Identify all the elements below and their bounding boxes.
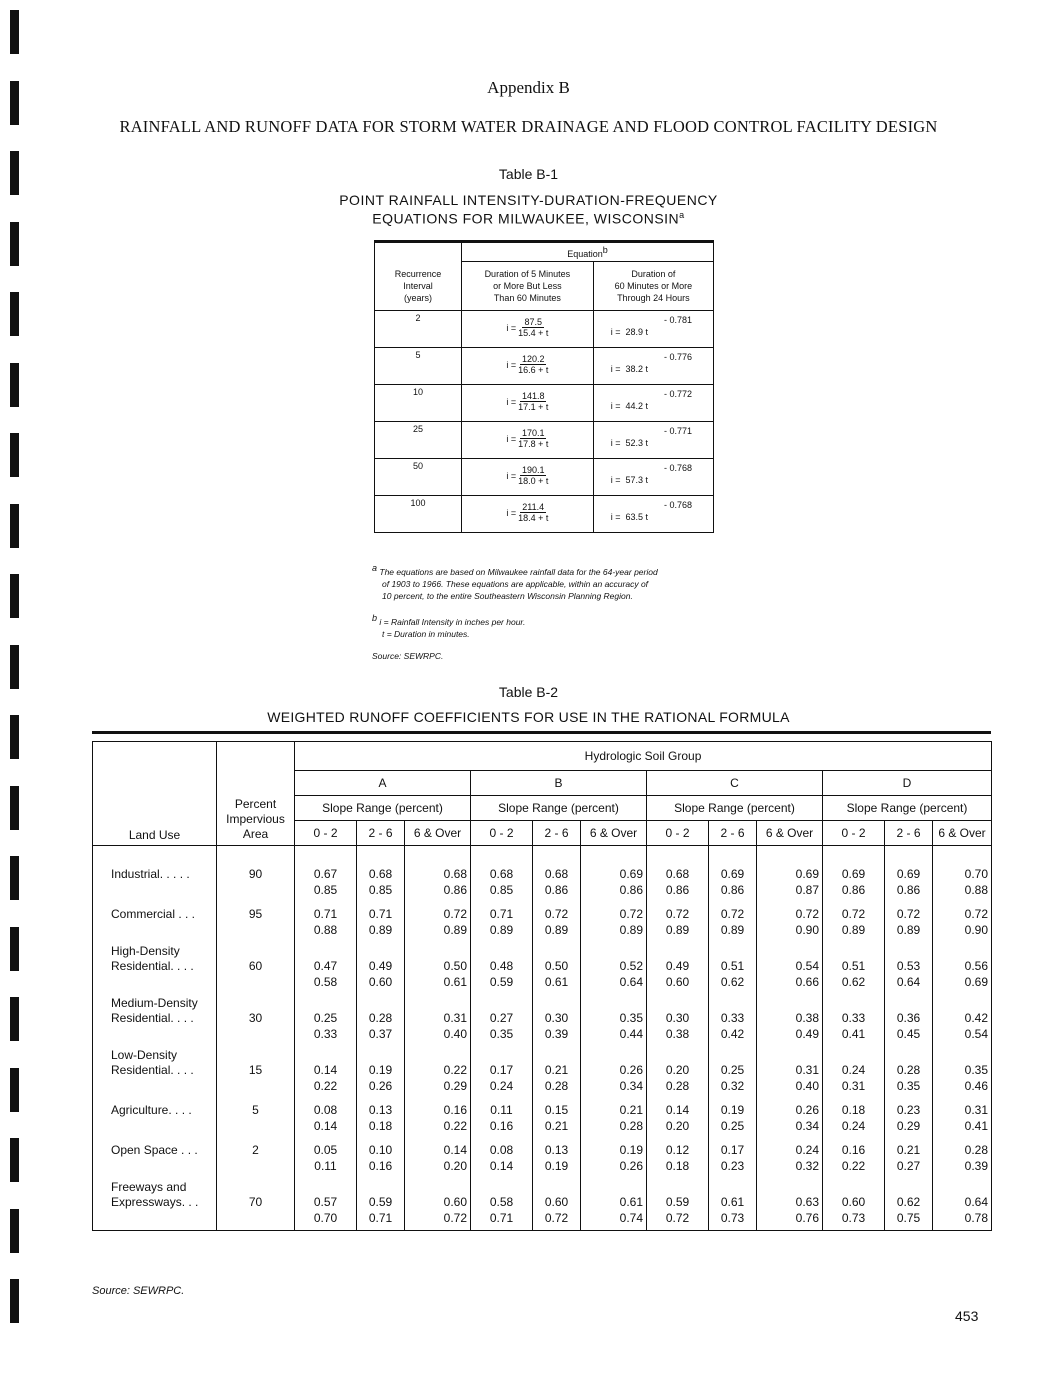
coefficient-cell: 0.31 0.40 bbox=[405, 990, 471, 1042]
coefficient-cell: 0.72 0.90 bbox=[757, 898, 823, 938]
coefficient-cell: 0.25 0.33 bbox=[295, 990, 357, 1042]
coefficient-cell: 0.69 0.86 bbox=[823, 846, 885, 899]
coefficient-cell: 0.72 0.89 bbox=[823, 898, 885, 938]
slope-header: 6 & Over bbox=[933, 821, 992, 846]
impervious-cell: 60 bbox=[217, 938, 295, 990]
interval-cell: 50 bbox=[375, 459, 462, 496]
coefficient-cell: 0.59 0.71 bbox=[357, 1174, 405, 1231]
coefficient-cell: 0.33 0.41 bbox=[823, 990, 885, 1042]
binder-mark bbox=[10, 997, 19, 1041]
binder-mark bbox=[10, 504, 19, 548]
coefficient-cell: 0.58 0.71 bbox=[471, 1174, 533, 1231]
coefficient-cell: 0.61 0.73 bbox=[709, 1174, 757, 1231]
table-row bbox=[375, 496, 714, 533]
coefficient-cell: 0.72 0.89 bbox=[533, 898, 581, 938]
short-equation-cell: i = $\frac{87.5}{15.4 + t}$ bbox=[462, 311, 594, 348]
coefficient-cell: 0.60 0.73 bbox=[823, 1174, 885, 1231]
coefficient-cell: 0.50 0.61 bbox=[533, 938, 581, 990]
coefficient-cell: 0.60 0.72 bbox=[533, 1174, 581, 1231]
coefficient-cell: 0.61 0.74 bbox=[581, 1174, 647, 1231]
coefficient-cell: 0.72 0.89 bbox=[647, 898, 709, 938]
coefficient-cell: 0.68 0.86 bbox=[647, 846, 709, 899]
footnote-b: $^b$ i = Rainfall Intensity in inches per hour. t = Duration in minutes. bbox=[372, 613, 526, 639]
table-b1-label: Table B-1 bbox=[498, 166, 559, 182]
coefficient-cell: 0.27 0.35 bbox=[471, 990, 533, 1042]
slope-header: 6 & Over bbox=[757, 821, 823, 846]
coefficient-cell: 0.14 0.20 bbox=[405, 1134, 471, 1174]
table-row bbox=[375, 348, 714, 385]
land-use-cell: High-Density Residential. . . . bbox=[93, 938, 217, 990]
coefficient-cell: 0.31 0.41 bbox=[933, 1094, 992, 1134]
coefficient-cell: 0.18 0.24 bbox=[823, 1094, 885, 1134]
slope-range-header: Slope Range (percent) bbox=[823, 796, 992, 821]
table-row bbox=[93, 1042, 992, 1094]
coefficient-cell: 0.60 0.72 bbox=[405, 1174, 471, 1231]
table-b1-title-line1: POINT RAINFALL INTENSITY-DURATION-FREQUENCY bbox=[339, 192, 718, 208]
coefficient-cell: 0.26 0.34 bbox=[581, 1042, 647, 1094]
binder-mark bbox=[10, 1209, 19, 1253]
binder-mark bbox=[10, 1068, 19, 1112]
slope-header: 6 & Over bbox=[581, 821, 647, 846]
land-use-cell: Low-Density Residential. . . . bbox=[93, 1042, 217, 1094]
coefficient-cell: 0.70 0.88 bbox=[933, 846, 992, 899]
slope-range-header: Slope Range (percent) bbox=[647, 796, 823, 821]
coefficient-cell: 0.68 0.86 bbox=[405, 846, 471, 899]
coefficient-cell: 0.33 0.42 bbox=[709, 990, 757, 1042]
coefficient-cell: 0.13 0.19 bbox=[533, 1134, 581, 1174]
coefficient-cell: 0.05 0.11 bbox=[295, 1134, 357, 1174]
coefficient-cell: 0.72 0.89 bbox=[405, 898, 471, 938]
table-row bbox=[93, 846, 992, 899]
short-equation-cell: i = $\frac{190.1}{18.0 + t}$ bbox=[462, 459, 594, 496]
binder-mark bbox=[10, 1138, 19, 1182]
coefficient-cell: 0.21 0.28 bbox=[581, 1094, 647, 1134]
long-equation-cell: - 0.768 i = 63.5 t bbox=[593, 496, 713, 533]
hydrologic-soil-group-header: Hydrologic Soil Group bbox=[295, 742, 992, 771]
coefficient-cell: 0.56 0.69 bbox=[933, 938, 992, 990]
impervious-cell: 90 bbox=[217, 846, 295, 899]
table-row bbox=[93, 898, 992, 938]
coefficient-cell: 0.69 0.86 bbox=[581, 846, 647, 899]
table-b2-rule bbox=[92, 731, 991, 734]
coefficient-cell: 0.25 0.32 bbox=[709, 1042, 757, 1094]
coefficient-cell: 0.47 0.58 bbox=[295, 938, 357, 990]
interval-cell: 2 bbox=[375, 311, 462, 348]
slope-header: 2 - 6 bbox=[709, 821, 757, 846]
coefficient-cell: 0.14 0.20 bbox=[647, 1094, 709, 1134]
coefficient-cell: 0.15 0.21 bbox=[533, 1094, 581, 1134]
coefficient-cell: 0.30 0.38 bbox=[647, 990, 709, 1042]
footnote-a: $^a$ The equations are based on Milwaukee rainfall data for the 64-year period of 1903 to 1966. These equations are applicable, within an accuracy of 10 percent, to the entire Southeastern Wisconsin Planning Region. bbox=[372, 563, 658, 601]
table-b1-source: Source: SEWRPC. bbox=[372, 651, 444, 661]
coefficient-cell: 0.69 0.87 bbox=[757, 846, 823, 899]
land-use-cell: Freeways and Expressways. . . bbox=[93, 1174, 217, 1231]
coefficient-cell: 0.28 0.37 bbox=[357, 990, 405, 1042]
page-title: RAINFALL AND RUNOFF DATA FOR STORM WATER DRAINAGE AND FLOOD CONTROL FACILITY DESIGN bbox=[119, 117, 938, 136]
long-equation-cell: - 0.776 i = 38.2 t bbox=[593, 348, 713, 385]
table-row bbox=[93, 1094, 992, 1134]
short-duration-header: Duration of 5 Minutes or More But Less Than 60 Minutes bbox=[462, 262, 594, 311]
coefficient-cell: 0.36 0.45 bbox=[885, 990, 933, 1042]
long-equation-cell: - 0.772 i = 44.2 t bbox=[593, 385, 713, 422]
long-equation-cell: - 0.771 i = 52.3 t bbox=[593, 422, 713, 459]
percent-impervious-header: Percent Impervious Area bbox=[217, 742, 295, 846]
land-use-cell: Agriculture. . . . bbox=[93, 1094, 217, 1134]
coefficient-cell: 0.53 0.64 bbox=[885, 938, 933, 990]
slope-header: 2 - 6 bbox=[885, 821, 933, 846]
binder-mark bbox=[10, 222, 19, 266]
binder-mark bbox=[10, 363, 19, 407]
land-use-cell: Industrial. . . . . bbox=[93, 846, 217, 899]
impervious-cell: 95 bbox=[217, 898, 295, 938]
coefficient-cell: 0.67 0.85 bbox=[295, 846, 357, 899]
soil-group-header: B bbox=[471, 771, 647, 796]
land-use-header: Land Use bbox=[93, 742, 217, 846]
slope-header: 2 - 6 bbox=[357, 821, 405, 846]
coefficient-cell: 0.16 0.22 bbox=[405, 1094, 471, 1134]
coefficient-cell: 0.54 0.66 bbox=[757, 938, 823, 990]
table-row bbox=[93, 990, 992, 1042]
coefficient-cell: 0.23 0.29 bbox=[885, 1094, 933, 1134]
coefficient-cell: 0.72 0.89 bbox=[581, 898, 647, 938]
coefficient-cell: 0.72 0.89 bbox=[709, 898, 757, 938]
binder-mark bbox=[10, 433, 19, 477]
coefficient-cell: 0.26 0.34 bbox=[757, 1094, 823, 1134]
coefficient-cell: 0.64 0.78 bbox=[933, 1174, 992, 1231]
coefficient-cell: 0.59 0.72 bbox=[647, 1174, 709, 1231]
coefficient-cell: 0.50 0.61 bbox=[405, 938, 471, 990]
coefficient-cell: 0.72 0.90 bbox=[933, 898, 992, 938]
coefficient-cell: 0.42 0.54 bbox=[933, 990, 992, 1042]
table-b2-title: WEIGHTED RUNOFF COEFFICIENTS FOR USE IN THE RATIONAL FORMULA bbox=[267, 709, 790, 725]
table-row bbox=[375, 422, 714, 459]
coefficient-cell: 0.57 0.70 bbox=[295, 1174, 357, 1231]
interval-cell: 10 bbox=[375, 385, 462, 422]
coefficient-cell: 0.24 0.31 bbox=[823, 1042, 885, 1094]
table-b1-title-line2: EQUATIONS FOR MILWAUKEE, WISCONSIN$^a$ bbox=[372, 210, 685, 227]
short-equation-cell: i = $\frac{211.4}{18.4 + t}$ bbox=[462, 496, 594, 533]
slope-range-header: Slope Range (percent) bbox=[295, 796, 471, 821]
slope-header: 0 - 2 bbox=[823, 821, 885, 846]
table-row bbox=[93, 1174, 992, 1231]
binder-mark bbox=[10, 574, 19, 618]
coefficient-cell: 0.08 0.14 bbox=[471, 1134, 533, 1174]
binder-mark bbox=[10, 292, 19, 336]
short-equation-cell: i = $\frac{141.8}{17.1 + t}$ bbox=[462, 385, 594, 422]
interval-cell: 100 bbox=[375, 496, 462, 533]
coefficient-cell: 0.20 0.28 bbox=[647, 1042, 709, 1094]
slope-header: 0 - 2 bbox=[295, 821, 357, 846]
coefficient-cell: 0.38 0.49 bbox=[757, 990, 823, 1042]
binder-mark bbox=[10, 927, 19, 971]
coefficient-cell: 0.35 0.44 bbox=[581, 990, 647, 1042]
coefficient-cell: 0.62 0.75 bbox=[885, 1174, 933, 1231]
coefficient-cell: 0.10 0.16 bbox=[357, 1134, 405, 1174]
slope-header: 0 - 2 bbox=[471, 821, 533, 846]
page-number: 453 bbox=[955, 1308, 979, 1324]
table-row bbox=[93, 938, 992, 990]
soil-group-header: C bbox=[647, 771, 823, 796]
binder-mark bbox=[10, 856, 19, 900]
slope-range-header: Slope Range (percent) bbox=[471, 796, 647, 821]
coefficient-cell: 0.14 0.22 bbox=[295, 1042, 357, 1094]
coefficient-cell: 0.21 0.28 bbox=[533, 1042, 581, 1094]
coefficient-cell: 0.49 0.60 bbox=[647, 938, 709, 990]
land-use-cell: Medium-Density Residential. . . . bbox=[93, 990, 217, 1042]
slope-header: 0 - 2 bbox=[647, 821, 709, 846]
coefficient-cell: 0.69 0.86 bbox=[709, 846, 757, 899]
coefficient-cell: 0.68 0.86 bbox=[533, 846, 581, 899]
table-b1 bbox=[374, 240, 714, 533]
coefficient-cell: 0.28 0.39 bbox=[933, 1134, 992, 1174]
long-equation-cell: - 0.768 i = 57.3 t bbox=[593, 459, 713, 496]
coefficient-cell: 0.22 0.29 bbox=[405, 1042, 471, 1094]
coefficient-cell: 0.71 0.89 bbox=[357, 898, 405, 938]
long-duration-header: Duration of 60 Minutes or More Through 24 Hours bbox=[593, 262, 713, 311]
coefficient-cell: 0.13 0.18 bbox=[357, 1094, 405, 1134]
impervious-cell: 15 bbox=[217, 1042, 295, 1094]
binder-mark bbox=[10, 10, 19, 54]
binder-mark bbox=[10, 1279, 19, 1323]
coefficient-cell: 0.17 0.23 bbox=[709, 1134, 757, 1174]
table-b2 bbox=[92, 741, 991, 1231]
coefficient-cell: 0.19 0.25 bbox=[709, 1094, 757, 1134]
impervious-cell: 2 bbox=[217, 1134, 295, 1174]
coefficient-cell: 0.68 0.85 bbox=[357, 846, 405, 899]
coefficient-cell: 0.68 0.85 bbox=[471, 846, 533, 899]
table-row bbox=[375, 385, 714, 422]
coefficient-cell: 0.48 0.59 bbox=[471, 938, 533, 990]
coefficient-cell: 0.35 0.46 bbox=[933, 1042, 992, 1094]
table-row bbox=[375, 311, 714, 348]
soil-group-header: A bbox=[295, 771, 471, 796]
coefficient-cell: 0.69 0.86 bbox=[885, 846, 933, 899]
long-equation-cell: - 0.781 i = 28.9 t bbox=[593, 311, 713, 348]
coefficient-cell: 0.24 0.32 bbox=[757, 1134, 823, 1174]
coefficient-cell: 0.16 0.22 bbox=[823, 1134, 885, 1174]
binder-mark bbox=[10, 786, 19, 830]
interval-cell: 25 bbox=[375, 422, 462, 459]
impervious-cell: 70 bbox=[217, 1174, 295, 1231]
coefficient-cell: 0.52 0.64 bbox=[581, 938, 647, 990]
soil-group-header: D bbox=[823, 771, 992, 796]
slope-header: 6 & Over bbox=[405, 821, 471, 846]
interval-cell: 5 bbox=[375, 348, 462, 385]
short-equation-cell: i = $\frac{120.2}{16.6 + t}$ bbox=[462, 348, 594, 385]
coefficient-cell: 0.71 0.88 bbox=[295, 898, 357, 938]
coefficient-cell: 0.72 0.89 bbox=[885, 898, 933, 938]
short-equation-cell: i = $\frac{170.1}{17.8 + t}$ bbox=[462, 422, 594, 459]
table-row bbox=[375, 459, 714, 496]
table-b2-label: Table B-2 bbox=[498, 684, 559, 700]
binder-mark bbox=[10, 645, 19, 689]
coefficient-cell: 0.17 0.24 bbox=[471, 1042, 533, 1094]
recurrence-interval-header: Recurrence Interval (years) bbox=[375, 262, 462, 311]
equation-header: Equation$^b$ bbox=[462, 243, 714, 262]
coefficient-cell: 0.51 0.62 bbox=[823, 938, 885, 990]
coefficient-cell: 0.19 0.26 bbox=[357, 1042, 405, 1094]
appendix-heading: Appendix B bbox=[487, 78, 570, 97]
coefficient-cell: 0.21 0.27 bbox=[885, 1134, 933, 1174]
coefficient-cell: 0.11 0.16 bbox=[471, 1094, 533, 1134]
impervious-cell: 5 bbox=[217, 1094, 295, 1134]
coefficient-cell: 0.63 0.76 bbox=[757, 1174, 823, 1231]
coefficient-cell: 0.71 0.89 bbox=[471, 898, 533, 938]
coefficient-cell: 0.12 0.18 bbox=[647, 1134, 709, 1174]
land-use-cell: Open Space . . . bbox=[93, 1134, 217, 1174]
coefficient-cell: 0.30 0.39 bbox=[533, 990, 581, 1042]
impervious-cell: 30 bbox=[217, 990, 295, 1042]
land-use-cell: Commercial . . . bbox=[93, 898, 217, 938]
coefficient-cell: 0.51 0.62 bbox=[709, 938, 757, 990]
coefficient-cell: 0.28 0.35 bbox=[885, 1042, 933, 1094]
coefficient-cell: 0.49 0.60 bbox=[357, 938, 405, 990]
table-b2-source: Source: SEWRPC. bbox=[92, 1285, 185, 1297]
table-row bbox=[93, 1134, 992, 1174]
coefficient-cell: 0.19 0.26 bbox=[581, 1134, 647, 1174]
coefficient-cell: 0.31 0.40 bbox=[757, 1042, 823, 1094]
coefficient-cell: 0.08 0.14 bbox=[295, 1094, 357, 1134]
slope-header: 2 - 6 bbox=[533, 821, 581, 846]
